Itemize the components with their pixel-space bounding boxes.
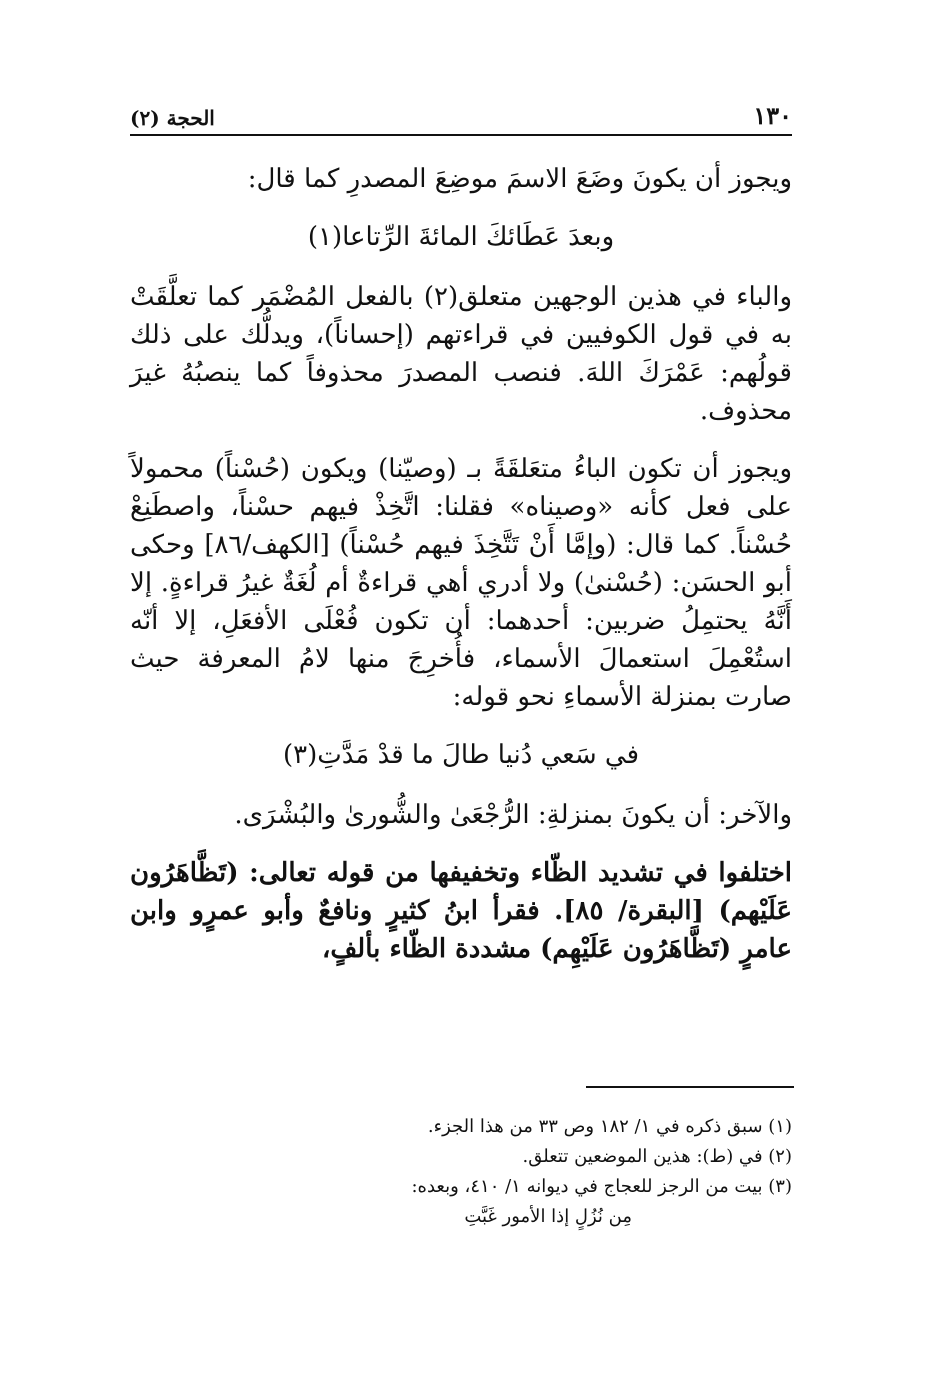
paragraph-2: والباء في هذين الوجهين متعلق(٢) بالفعل المُضْمَر كما تعلَّقَتْ به في قول الكوفيين في قراءتهم (إحساناً)، ويدلُّك على ذلك قولُهم: عَمْرَكَ اللهَ. فنصب المصدرَ محذوفاً كما ينصبُهُ غيرَ محذوف. <box>130 282 792 426</box>
paragraph-3: ويجوز أن تكون الباءُ متعَلقَةً بـ (وصيّنا) ويكون (حُسْناً) محمولاً على فعل كأنه «وصيناه» فقلنا: اتَّخِذْ فيهم حسْناً، واصطَنِعْ حُسْناً. كما قال: (وإمَّا أَنْ تَتَّخِذَ فيهم حُسْناً) [الكهف/٨٦] وحكى أبو الحسَن: (حُسْنىٰ) ولا أدري أهي قراءةٌ أم لُغَةٌ غيرُ قراءةٍ. إلا أَنَّهُ يحتمِلُ ضربين: أحدهما: أن تكون فُعْلَى الأفعَلِ، إلا أنّه استُعْمِلَ استعمالَ الأسماء، فأُخرِجَ منها لامُ المعرفة حيث صارت بمنزلة الأسماءِ نحو قوله: <box>130 454 792 712</box>
paragraph-4: والآخر: أن يكونَ بمنزلةِ: الرُّجْعَىٰ والشُّورىٰ والبُشْرَى. <box>234 800 792 830</box>
footnote-separator <box>586 1086 794 1088</box>
footnotes <box>130 1112 792 1232</box>
page-number: ١٣٠ <box>753 101 792 130</box>
page-header <box>130 96 792 136</box>
footnote-3-verse: مِن نُزُلٍ إذا الأمور غَبَّتِ <box>464 1206 632 1227</box>
footnote-2: (٢) في (ط): هذين الموضعين تتعلق. <box>522 1146 792 1167</box>
paragraph-5: اختلفوا في تشديد الظّاء وتخفيفها من قوله تعالى: (تَظَّاهَرُون عَلَيْهم) [البقرة/ ٨٥]. فقرأ ابنُ كثيرٍ ونافعٌ وأبو عمرٍو وابن عامرٍ (تَظَّاهَرُون عَلَيْهِم) مشددة الظّاء بألفٍ، <box>130 858 793 964</box>
verse-1: وبعدَ عَطَائكَ المائةَ الرِّتاعا(١) <box>307 222 615 252</box>
main-text <box>130 160 792 988</box>
paragraph-1: ويجوز أن يكونَ وضَعَ الاسمَ موضِعَ المصدرِ كما قال: <box>247 164 792 194</box>
footnote-3: (٣) بيت من الرجز للعجاج في ديوانه ١/ ٤١٠، وبعده: <box>411 1176 792 1197</box>
running-title: الحجة (٢) <box>130 106 215 130</box>
footnote-1: (١) سبق ذكره في ١/ ١٨٢ وص ٣٣ من هذا الجزء. <box>427 1116 792 1137</box>
verse-2: في سَعي دُنيا طالَ ما قدْ مَدَّتِ(٣) <box>282 740 640 770</box>
